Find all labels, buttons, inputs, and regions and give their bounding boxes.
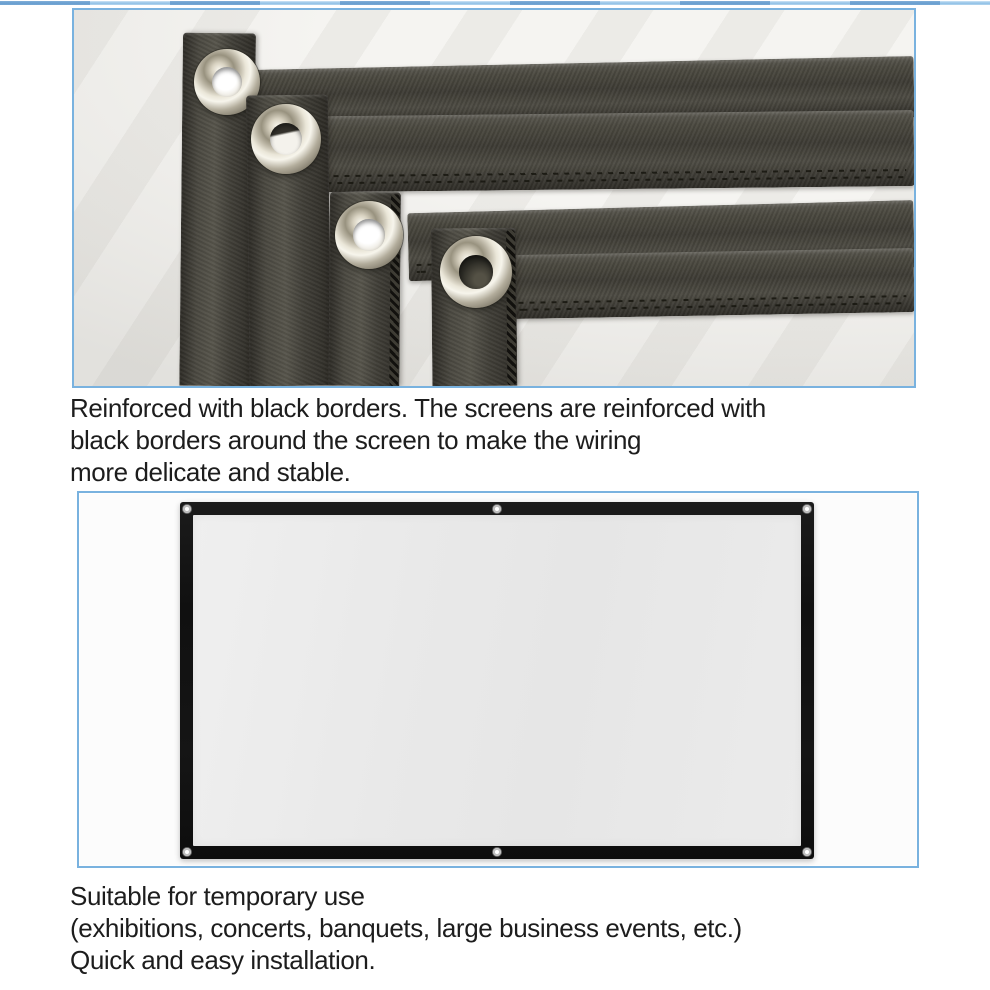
grommet-hole xyxy=(270,123,302,155)
eyelet-bottom-right xyxy=(803,848,811,856)
grommet-hole xyxy=(459,255,492,288)
caption-line: Quick and easy installation. xyxy=(70,945,376,975)
eyelet-top-right xyxy=(803,505,811,513)
caption-line: (exhibitions, concerts, banquets, large business events, etc.) xyxy=(70,913,742,943)
projection-screen-photo xyxy=(77,491,919,868)
caption-line: Suitable for temporary use xyxy=(70,881,365,911)
eyelet-top-left xyxy=(183,505,191,513)
caption-line: Reinforced with black borders. The screens are reinforced with xyxy=(70,393,766,423)
grommet-4 xyxy=(440,236,512,308)
caption-line: black borders around the screen to make the wiring xyxy=(70,425,642,455)
photo-canvas xyxy=(79,493,917,866)
eyelet-bottom-center xyxy=(493,848,501,856)
photo-canvas xyxy=(74,10,914,386)
caption-temporary-use xyxy=(70,880,930,976)
screen-surface xyxy=(193,515,801,846)
caption-line: more delicate and stable. xyxy=(70,457,351,487)
grommet-2 xyxy=(251,104,321,174)
fabric-band-2 xyxy=(314,110,914,192)
fabric-band-4 xyxy=(510,248,914,319)
projection-screen xyxy=(180,502,814,859)
eyelet-bottom-left xyxy=(183,848,191,856)
grommet-3 xyxy=(335,201,403,269)
black-borders-photo xyxy=(72,8,916,388)
grommet-hole xyxy=(353,219,384,250)
grommet-hole xyxy=(212,67,242,97)
eyelet-top-center xyxy=(493,505,501,513)
top-divider-line xyxy=(0,1,990,5)
caption-reinforced-borders xyxy=(70,392,930,488)
